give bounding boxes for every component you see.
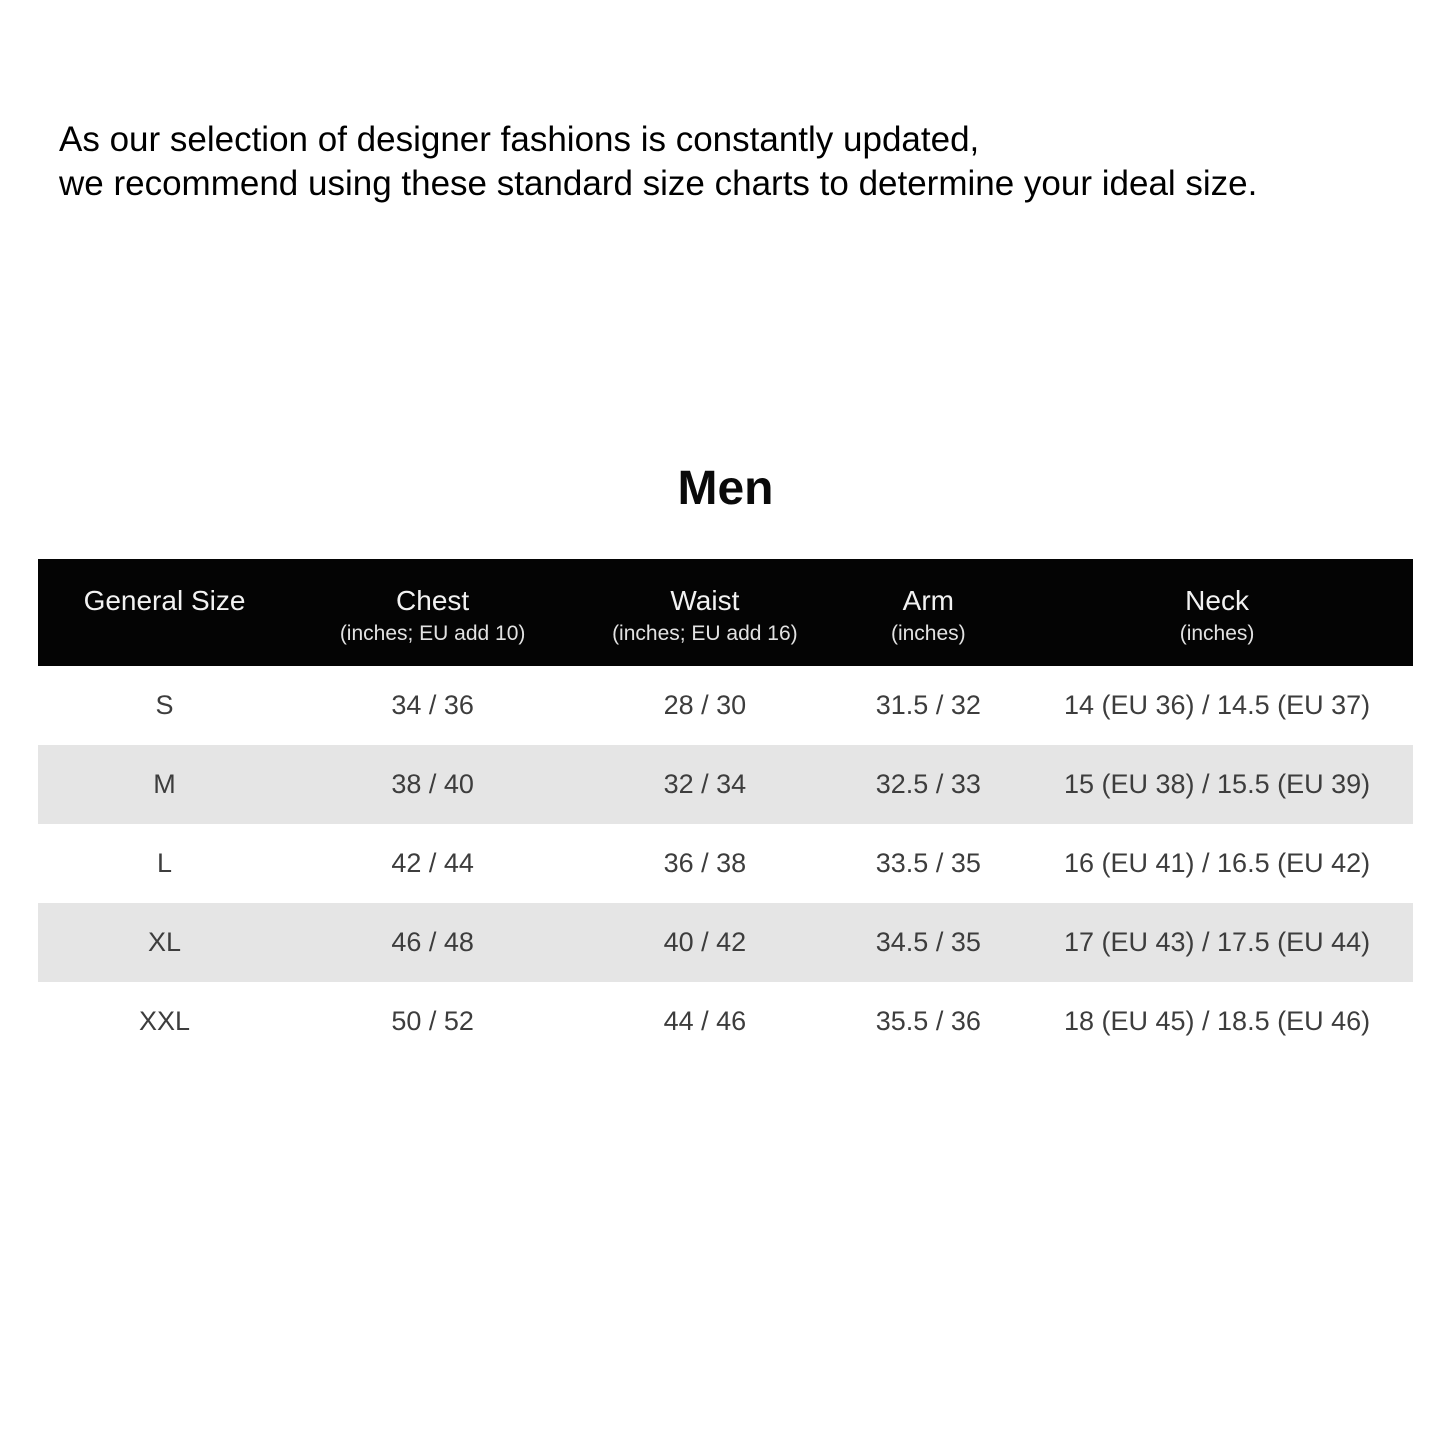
table-row-xl <box>38 903 1413 982</box>
intro-line-1: As our selection of designer fashions is constantly updated, <box>59 120 980 159</box>
cell-neck: 17 (EU 43) / 17.5 (EU 44) <box>1021 903 1413 982</box>
cell-waist: 36 / 38 <box>574 824 835 903</box>
cell-arm: 35.5 / 36 <box>836 982 1022 1061</box>
cell-neck: 18 (EU 45) / 18.5 (EU 46) <box>1021 982 1413 1061</box>
intro-line-2: we recommend using these standard size charts to determine your ideal size. <box>59 164 1258 203</box>
header-row <box>38 559 1413 666</box>
cell-chest: 46 / 48 <box>291 903 574 982</box>
cell-size: L <box>38 824 291 903</box>
header-chest <box>291 559 574 666</box>
mens-size-chart-table <box>38 559 1413 1061</box>
header-sublabel <box>38 619 291 649</box>
intro-text <box>59 118 1257 206</box>
section-title-men: Men <box>677 462 774 515</box>
header-label: Chest <box>396 585 470 616</box>
header-sublabel: (inches; EU add 10) <box>339 622 526 645</box>
header-label: Neck <box>1185 585 1249 616</box>
header-label: General Size <box>83 585 246 616</box>
cell-chest: 50 / 52 <box>291 982 574 1061</box>
header-sublabel: (inches; EU add 16) <box>612 622 798 645</box>
cell-arm: 32.5 / 33 <box>836 745 1022 824</box>
cell-arm: 31.5 / 32 <box>836 666 1022 745</box>
cell-neck: 14 (EU 36) / 14.5 (EU 37) <box>1021 666 1413 745</box>
table-row-l <box>38 824 1413 903</box>
cell-neck: 15 (EU 38) / 15.5 (EU 39) <box>1021 745 1413 824</box>
header-neck <box>1021 559 1413 666</box>
cell-size: XXL <box>38 982 291 1061</box>
header-sublabel: (inches) <box>1179 622 1255 645</box>
cell-waist: 40 / 42 <box>574 903 835 982</box>
header-label: Waist <box>670 585 740 616</box>
header-waist <box>574 559 835 666</box>
cell-arm: 34.5 / 35 <box>836 903 1022 982</box>
cell-size: M <box>38 745 291 824</box>
header-label: Arm <box>902 585 954 616</box>
cell-waist: 32 / 34 <box>574 745 835 824</box>
cell-chest: 38 / 40 <box>291 745 574 824</box>
cell-arm: 33.5 / 35 <box>836 824 1022 903</box>
header-general-size <box>38 559 291 666</box>
cell-waist: 44 / 46 <box>574 982 835 1061</box>
header-arm <box>836 559 1022 666</box>
cell-waist: 28 / 30 <box>574 666 835 745</box>
cell-size: XL <box>38 903 291 982</box>
cell-neck: 16 (EU 41) / 16.5 (EU 42) <box>1021 824 1413 903</box>
table-row-xxl <box>38 982 1413 1061</box>
table-row-m <box>38 745 1413 824</box>
table-header <box>38 559 1413 666</box>
cell-chest: 34 / 36 <box>291 666 574 745</box>
cell-chest: 42 / 44 <box>291 824 574 903</box>
header-sublabel: (inches) <box>890 622 966 645</box>
cell-size: S <box>38 666 291 745</box>
table-row-s <box>38 666 1413 745</box>
table-body <box>38 666 1413 1061</box>
